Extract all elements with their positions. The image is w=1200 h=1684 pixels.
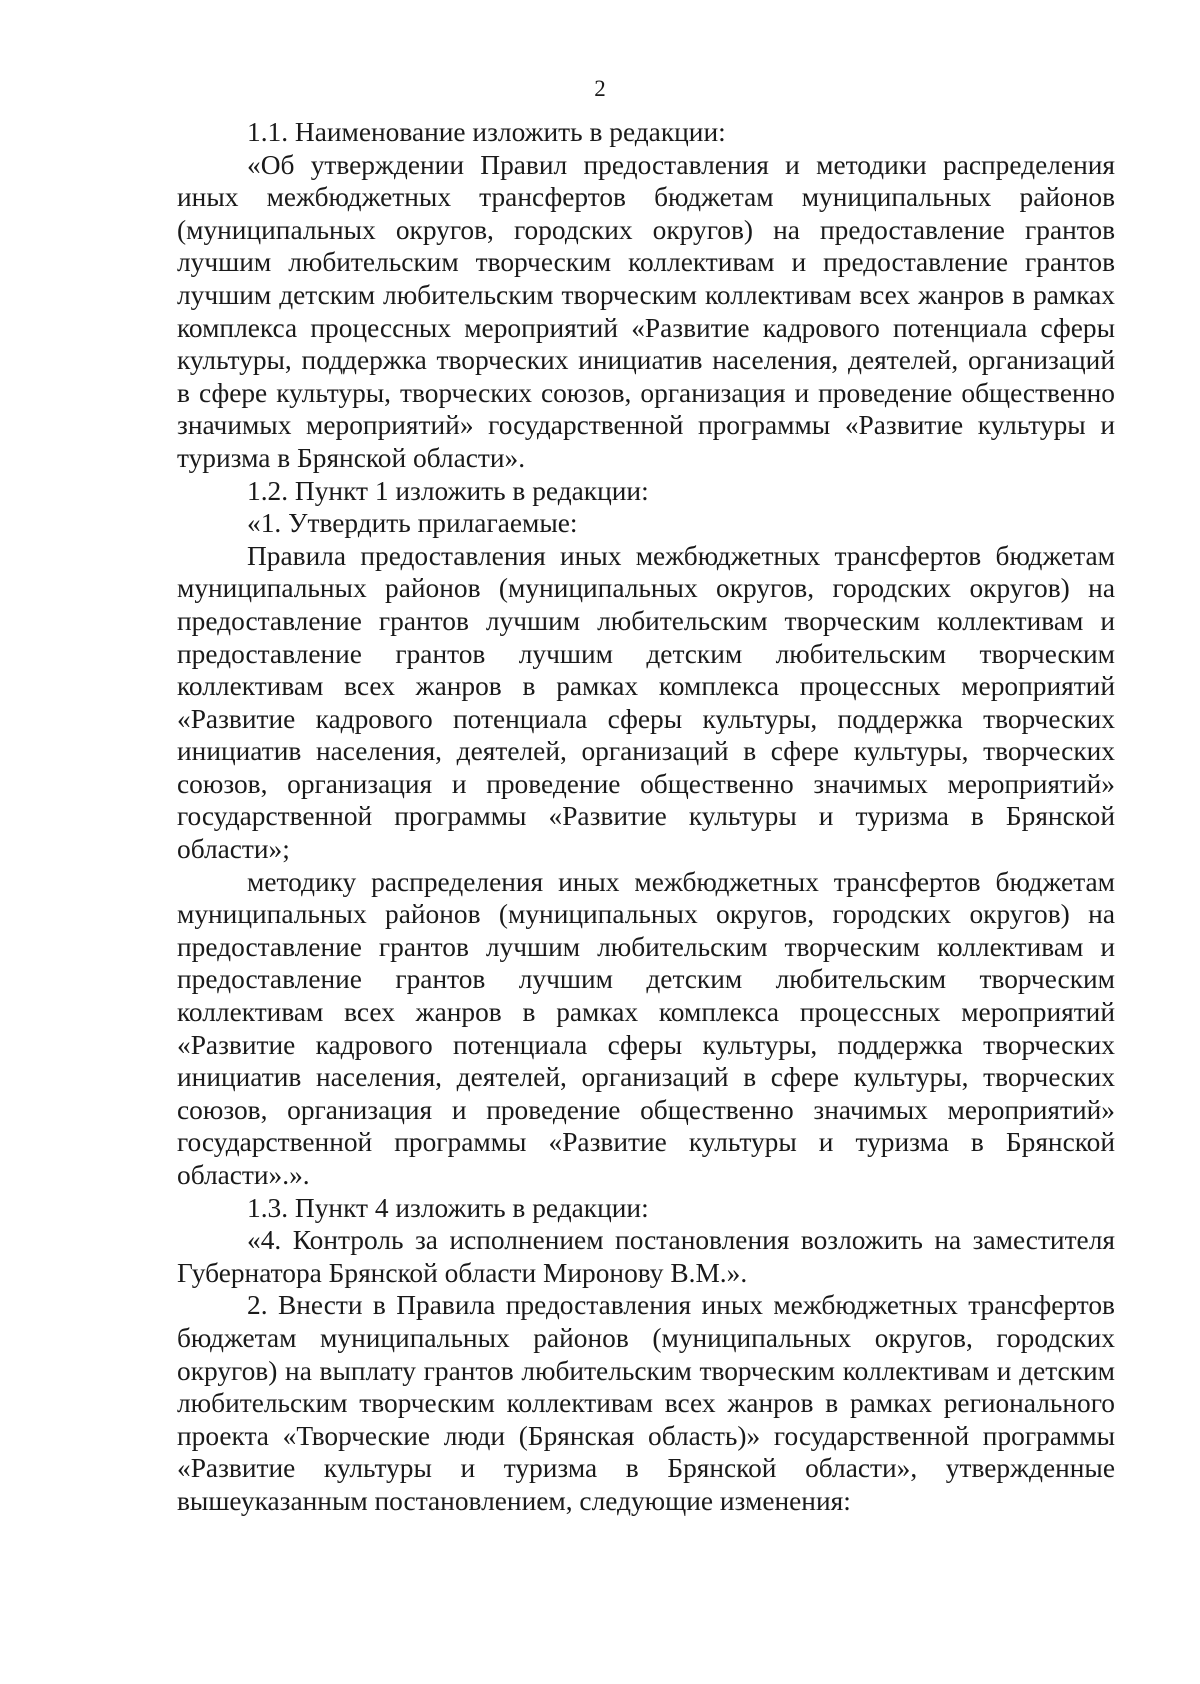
paragraph-approve: «1. Утвердить прилагаемые: [247,508,578,539]
paragraph-methodology: методику распределения иных межбюджетных трансфертов бюджетам муниципальных районов (муниципальных округов, городских округов) на предоставление грантов лучшим любительским творческим коллективам и предоставление грантов лучшим детским любительским творческим коллективам всех жанров в рамках комплекса процессных мероприятий «Развитие кадрового потенциала сферы культуры, поддержка творческих инициатив населения, деятелей, организаций в сфере культуры, творческих союзов, организация и проведение общественно значимых мероприятий» государственной программы «Развитие культуры и туризма в Брянской области».». [177,866,1115,1190]
paragraph-1-3-heading: 1.3. Пункт 4 изложить в редакции: [247,1192,649,1223]
paragraph-control: «4. Контроль за исполнением постановления возложить на заместителя Губернатора Брянской области Миронову В.М.». [177,1225,1115,1288]
page-number: 2 [594,76,606,101]
paragraph-2-amendments: 2. Внести в Правила предоставления иных межбюджетных трансфертов бюджетам муниципальных районов (муниципальных округов, городских округов) на выплату грантов любительским творческим коллективам и детским любительским творческим коллективам всех жанров в рамках регионального проекта «Творческие люди (Брянская область)» государственной программы «Развитие культуры и туризма в Брянской области», утвержденные вышеуказанным постановлением, следующие изменения: [177,1290,1115,1516]
paragraph-rules: Правила предоставления иных межбюджетных трансфертов бюджетам муниципальных районов (муниципальных округов, городских округов) на предоставление грантов лучшим любительским творческим коллективам и предоставление грантов лучшим детским любительским творческим коллективам всех жанров в рамках комплекса процессных мероприятий «Развитие кадрового потенциала сферы культуры, поддержка творческих инициатив населения, деятелей, организаций в сфере культуры, творческих союзов, организация и проведение общественно значимых мероприятий» государственной программы «Развитие культуры и туризма в Брянской области»; [177,540,1115,865]
paragraph-1-1-heading: 1.1. Наименование изложить в редакции: [247,117,726,147]
paragraph-1-2-heading: 1.2. Пункт 1 изложить в редакции: [247,475,649,506]
document-body [177,116,1115,1518]
paragraph-new-title: «Об утверждении Правил предоставления и методики распределения иных межбюджетных трансфертов бюджетам муниципальных районов (муниципальных округов, городских округов) на предоставление грантов лучшим любительским творческим коллективам и предоставление грантов лучшим детским любительским творческим коллективам всех жанров в рамках комплекса процессных мероприятий «Развитие кадрового потенциала сферы культуры, поддержка творческих инициатив населения, деятелей, организаций в сфере культуры, творческих союзов, организация и проведение общественно значимых мероприятий» государственной программы «Развитие культуры и туризма в Брянской области». [177,149,1115,473]
